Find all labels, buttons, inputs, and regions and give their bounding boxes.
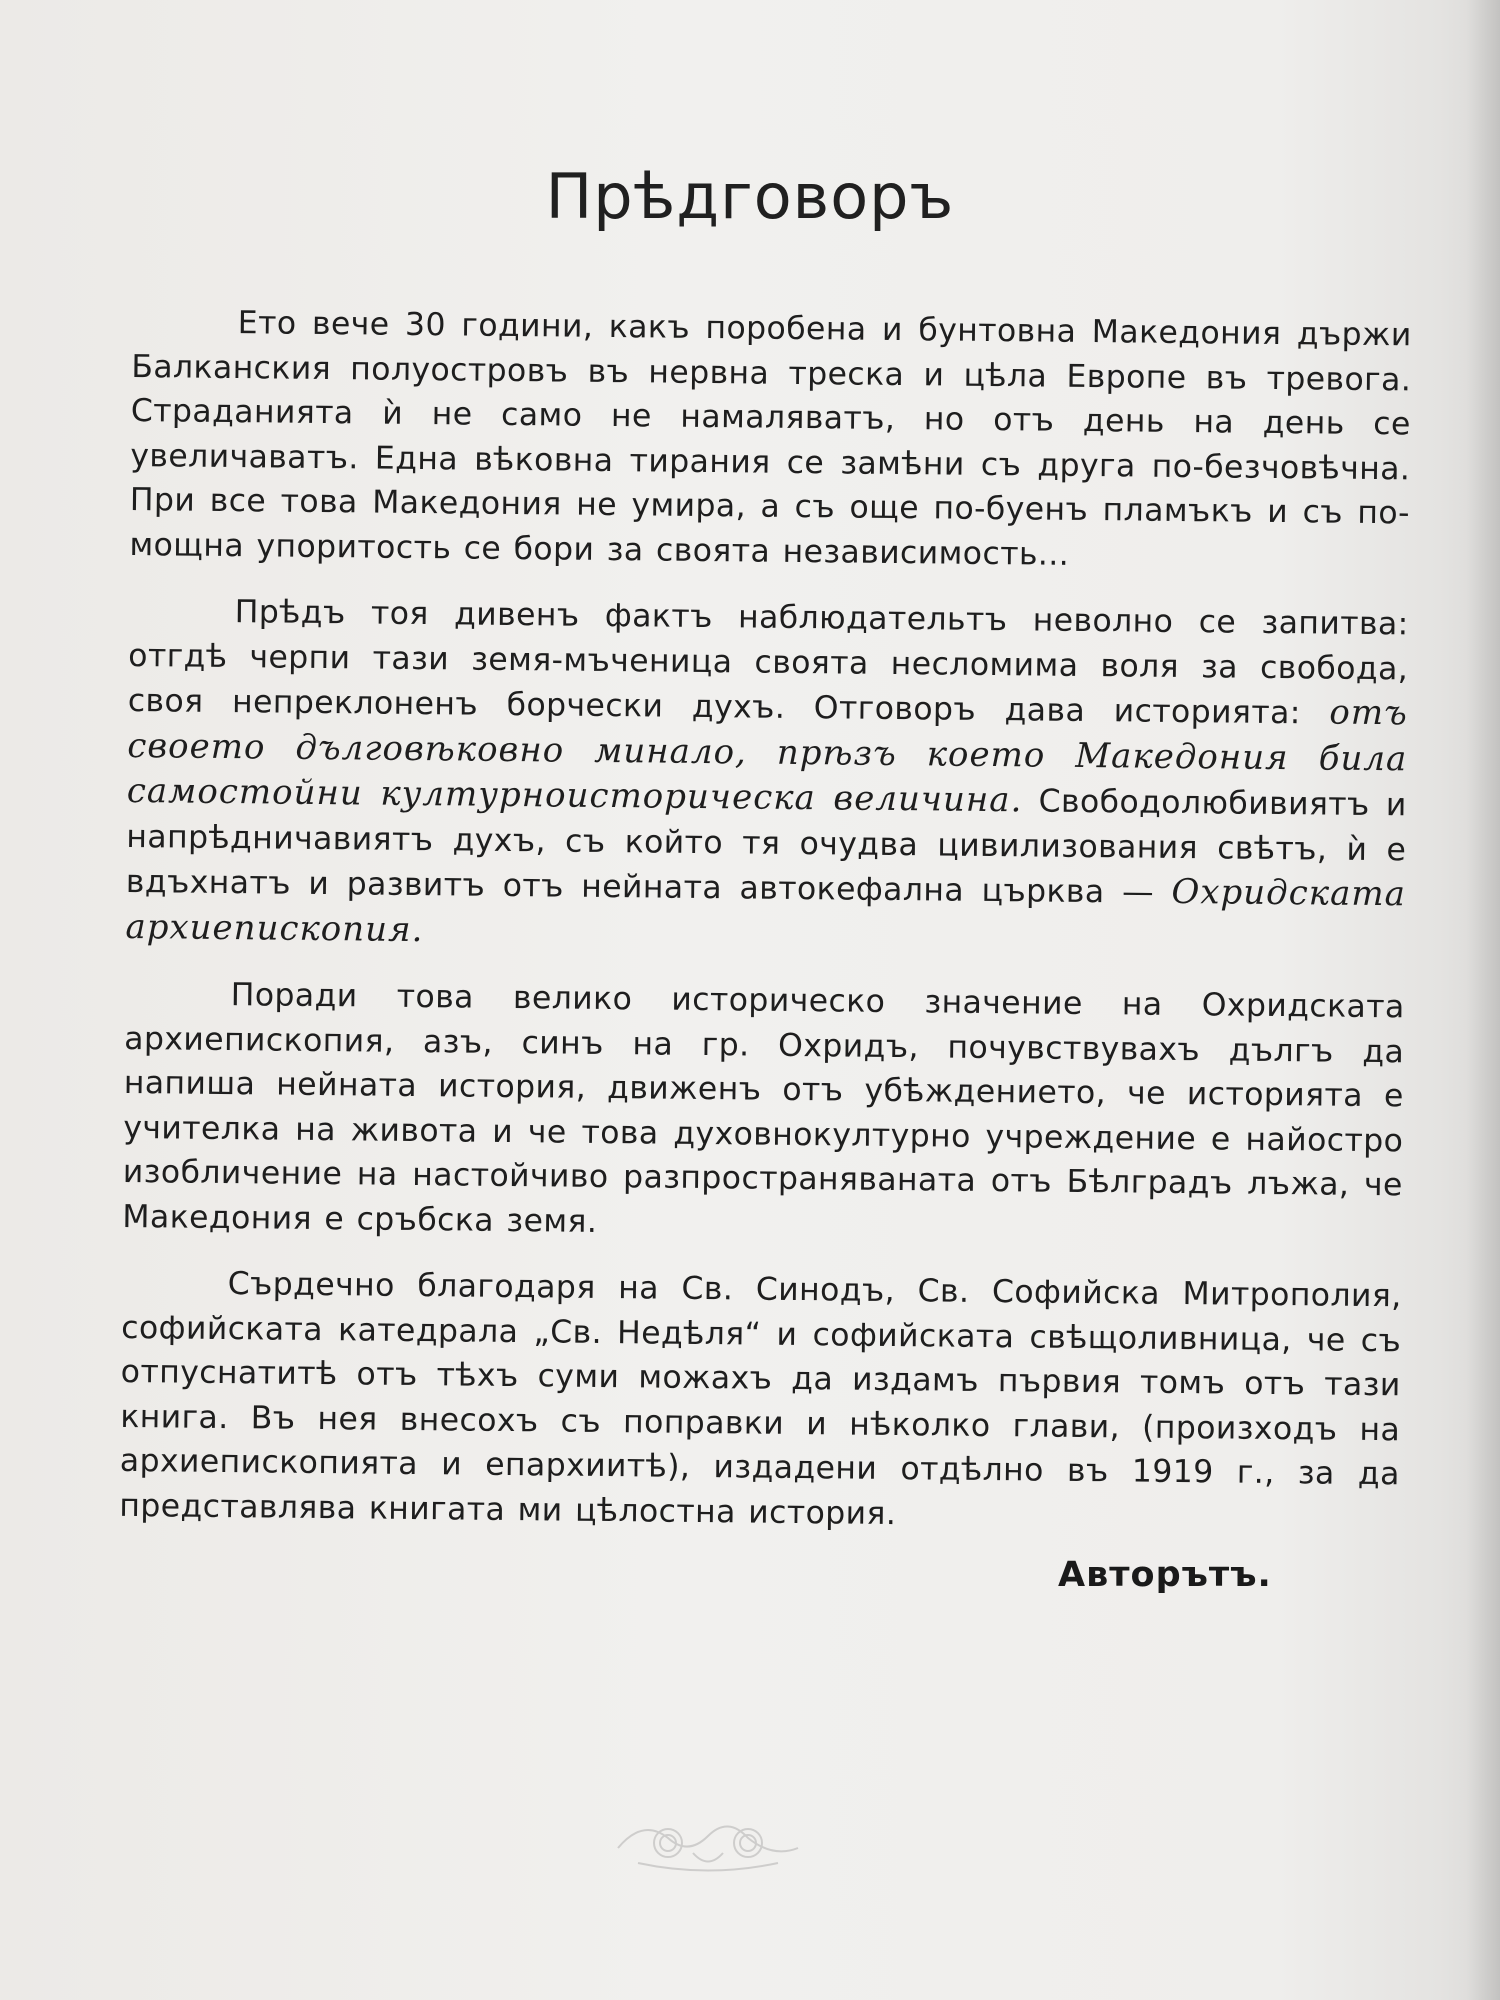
paragraph-1 (129, 300, 1412, 580)
author-signature: Авторътъ. (1058, 1555, 1272, 1595)
paragraph-2-emphasis-end: Охридската архиепископия. (125, 871, 1407, 950)
page-edge-shadow (1466, 0, 1500, 2000)
paragraph-3 (122, 972, 1405, 1252)
paragraph-4 (119, 1261, 1402, 1541)
paragraph-2 (125, 589, 1409, 963)
swirl-ornament-icon (598, 1808, 818, 1878)
paragraph-1-text: Ето вече 30 години, какъ поробена и бунтовна Македония държи Балканския полуостровъ въ нервна треска и цѣла Европе въ тревога. Страданията ѝ не само не намаляватъ, но отъ день на день се увеличаватъ. Една вѣковна тирания се замѣни съ друга по-безчовѣчна. При все това Македония не умира, а съ още по-буенъ пламъкъ и съ по-мощна упоритость се бори за своята независимость... (129, 305, 1412, 573)
page-title: Прѣдговоръ (545, 160, 955, 233)
paragraph-2-emphasis: отъ своето дълговѣковно минало, прѣзъ което Македония била самостойни културноисторическа величина. (126, 692, 1408, 821)
preface-body (119, 300, 1412, 1541)
paragraph-4-text: Сърдечно благодаря на Св. Синодъ, Св. Софийска Митрополия, софийската катедрала „Св. Недѣля“ и софийската свѣщоливница, че съ отпуснатитѣ отъ тѣхъ суми можахъ да издамъ първия томъ отъ тази книга. Въ нея внесохъ съ поправки и нѣколко глави, (произходъ на архиепископията и епархиитѣ), издадени отдѣлно въ 1919 г., за да представлява книгата ми цѣлостна история. (119, 1266, 1402, 1532)
paragraph-3-text: Поради това велико историческо значение на Охридската архиепископия, азъ, синъ на гр. Охридъ, почувствувахъ дългъ да напиша нейната история, движенъ отъ убѣждението, че историята е учителка на живота и че това духовнокултурно учреждение е найостро изобличение на настойчиво разпространяваната отъ Бѣлградъ лъжа, че Македония е сръбска земя. (122, 977, 1405, 1240)
paragraph-2-text-cont: Свободолюбивиятъ и напрѣдничавиятъ духъ, съ който тя очудва цивилизования свѣтъ, ѝ е вдъхнатъ и развитъ отъ нейната автокефална църква — (125, 783, 1407, 911)
paragraph-2-text: Прѣдъ тоя дивенъ фактъ наблюдательтъ неволно се запитва: отгдѣ черпи тази земя-мъченица своята несломима воля за свобода, своя непреклоненъ борчески духъ. Отговоръ дава историята: (127, 594, 1409, 732)
